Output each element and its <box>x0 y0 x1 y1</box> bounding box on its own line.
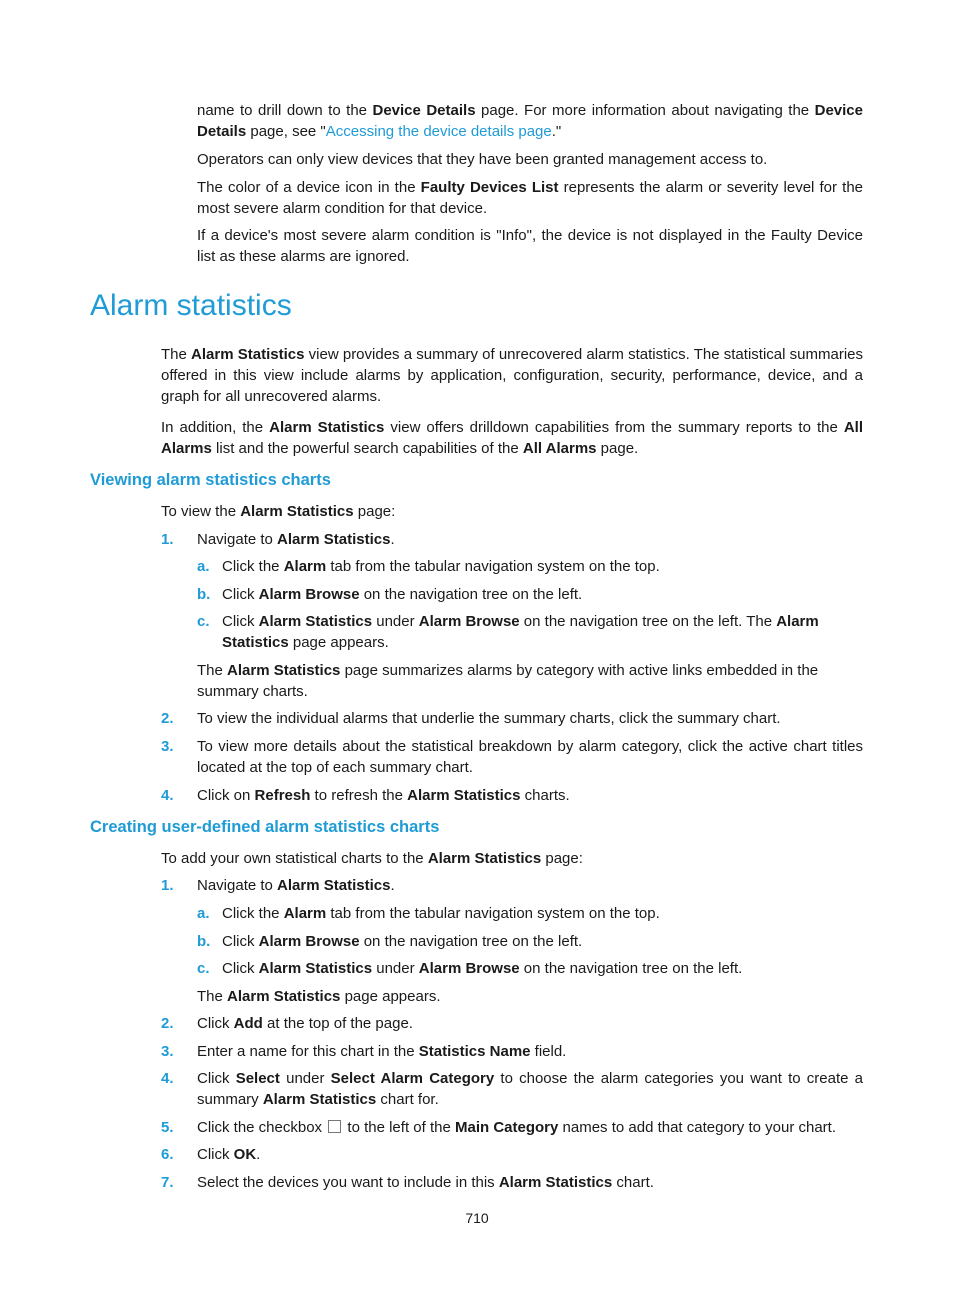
viewing-intro: To view the Alarm Statistics page: <box>161 503 396 520</box>
step-number: 3. <box>161 738 174 755</box>
creating-step-6: Click OK. <box>197 1146 261 1163</box>
section-paragraph-2: In addition, the Alarm Statistics view offers drilldown capabilities from the summary reports to the All Alarms list and the powerful search capabilities of the All Alarms page. <box>161 419 863 457</box>
viewing-step-1: Navigate to Alarm Statistics. <box>197 531 395 548</box>
creating-intro: To add your own statistical charts to the Alarm Statistics page: <box>161 850 583 867</box>
step-number: 1. <box>161 531 174 548</box>
page-number: 710 <box>465 1210 489 1226</box>
creating-substep-a: Click the Alarm tab from the tabular navigation system on the top. <box>222 905 660 922</box>
intro-paragraph-3: The color of a device icon in the Faulty Devices List represents the alarm or severity level for the most severe alarm condition for that device. <box>197 179 864 217</box>
creating-step-3: Enter a name for this chart in the Statistics Name field. <box>197 1043 567 1060</box>
creating-step-1: Navigate to Alarm Statistics. <box>197 877 395 894</box>
creating-step-7: Select the devices you want to include in this Alarm Statistics chart. <box>197 1174 654 1191</box>
step-number: 1. <box>161 877 174 894</box>
intro-paragraph-4: If a device's most severe alarm condition is "Info", the device is not displayed in the Faulty Device list as these alarms are ignored. <box>197 227 863 265</box>
creating-step-4: Click Select under Select Alarm Category to choose the alarm categories you want to create a summary Alarm Statistics chart for. <box>197 1070 863 1108</box>
accessing-device-details-link[interactable]: Accessing the device details page <box>325 123 552 140</box>
viewing-step-4: Click on Refresh to refresh the Alarm Statistics charts. <box>197 787 570 804</box>
step-number: 4. <box>161 787 174 804</box>
viewing-substep-c: Click Alarm Statistics under Alarm Browse on the navigation tree on the left. The Alarm Statistics page appears. <box>222 613 819 651</box>
viewing-step-2: To view the individual alarms that underlie the summary charts, click the summary chart. <box>197 710 781 727</box>
step-number: 6. <box>161 1146 174 1163</box>
intro-paragraph-1: name to drill down to the Device Details page. For more information about navigating the Device Details page, see "Accessing the device details page." <box>197 102 863 140</box>
substep-letter: c. <box>197 613 210 630</box>
viewing-step-note: The Alarm Statistics page summarizes alarms by category with active links embedded in the summary charts. <box>197 662 819 700</box>
viewing-heading: Viewing alarm statistics charts <box>90 471 331 489</box>
creating-heading: Creating user-defined alarm statistics charts <box>90 818 440 836</box>
substep-letter: b. <box>197 586 211 603</box>
step-number: 4. <box>161 1070 174 1087</box>
intro-paragraph-2: Operators can only view devices that they have been granted management access to. <box>197 151 768 168</box>
creating-step-note: The Alarm Statistics page appears. <box>197 988 441 1005</box>
step-number: 2. <box>161 710 174 727</box>
viewing-substep-b: Click Alarm Browse on the navigation tree on the left. <box>222 586 583 603</box>
step-number: 3. <box>161 1043 174 1060</box>
step-number: 2. <box>161 1015 174 1032</box>
checkbox-icon <box>328 1120 341 1133</box>
creating-substep-c: Click Alarm Statistics under Alarm Browse on the navigation tree on the left. <box>222 960 743 977</box>
viewing-substep-a: Click the Alarm tab from the tabular navigation system on the top. <box>222 558 660 575</box>
step-number: 7. <box>161 1174 174 1191</box>
viewing-step-3: To view more details about the statistical breakdown by alarm category, click the active chart titles located at the top of each summary chart. <box>197 738 863 776</box>
substep-letter: c. <box>197 960 210 977</box>
section-title: Alarm statistics <box>90 289 292 322</box>
substep-letter: a. <box>197 558 210 575</box>
step-number: 5. <box>161 1119 174 1136</box>
section-paragraph-1: The Alarm Statistics view provides a summary of unrecovered alarm statistics. The statistical summaries offered in this view include alarms by application, configuration, security, performance, device, and a graph for all unrecovered alarms. <box>161 346 863 405</box>
creating-substep-b: Click Alarm Browse on the navigation tree on the left. <box>222 933 583 950</box>
substep-letter: a. <box>197 905 210 922</box>
creating-step-2: Click Add at the top of the page. <box>197 1015 413 1032</box>
creating-step-5: Click the checkbox to the left of the Main Category names to add that category to your chart. <box>197 1119 836 1136</box>
substep-letter: b. <box>197 933 211 950</box>
